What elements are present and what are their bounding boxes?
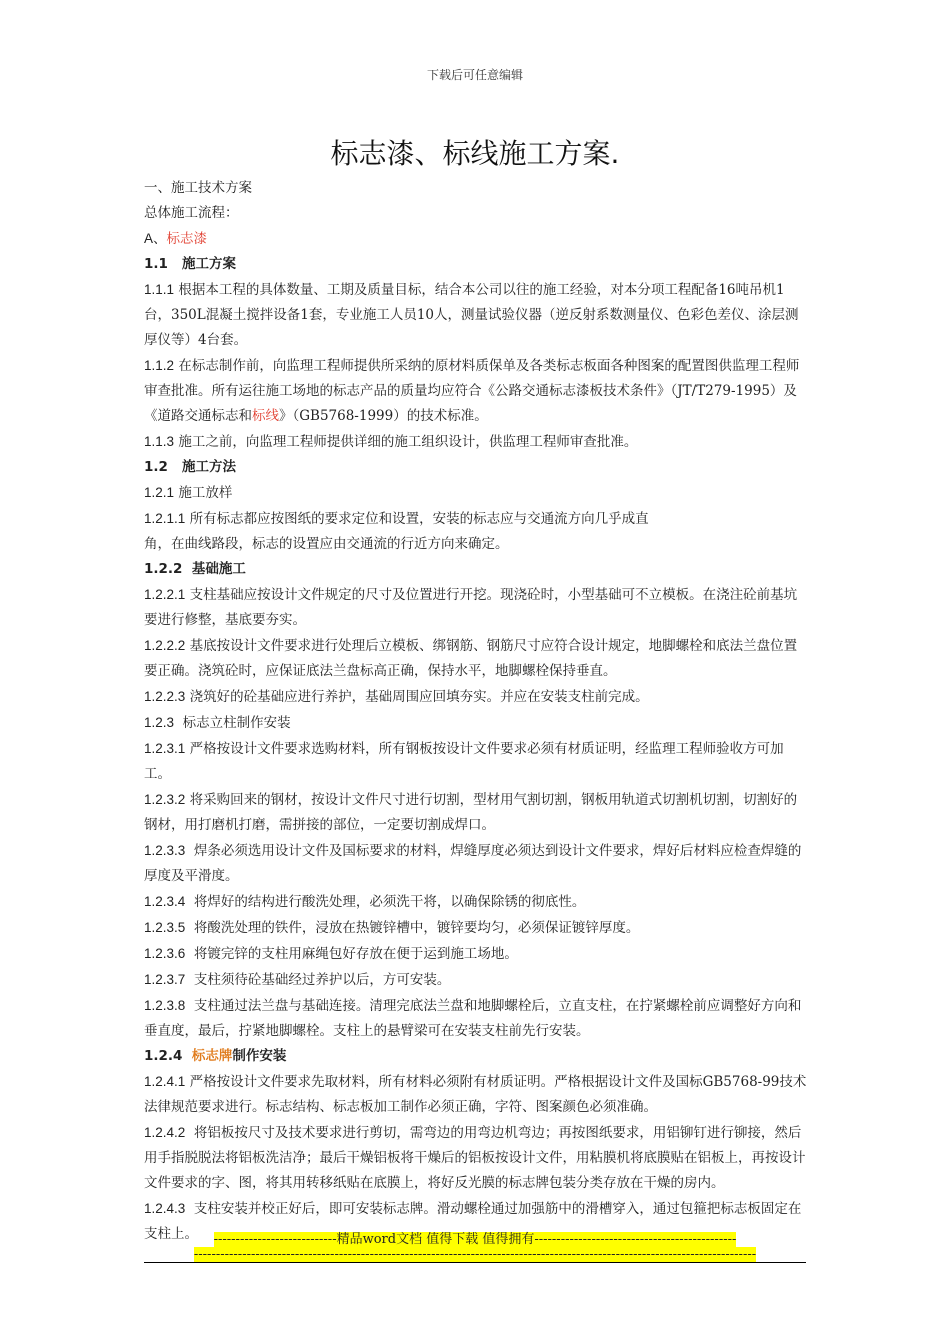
paragraph-text: 将焊好的结构进行酸洗处理，必须洗干将，以确保除锈的彻底性。	[193, 894, 586, 910]
paragraph-number: 1.2.2.1	[144, 587, 186, 602]
paragraph-number: 1.1.1	[144, 282, 175, 297]
heading-1-2-3	[144, 710, 808, 736]
heading-number: 1.2.4	[144, 1048, 183, 1064]
paragraph-number: 1.2.3.7	[144, 972, 186, 987]
paragraph-1-2-3-8	[144, 993, 808, 1044]
paragraph-number: 1.2.1.1	[144, 511, 186, 526]
paragraph-text: 所有标志都应按图纸的要求定位和设置，安装的标志应与交通流方向几乎成直	[189, 511, 649, 527]
heading-text: 施工方法	[182, 459, 237, 475]
paragraph-number: 1.2.3.4	[144, 894, 186, 909]
highlight-text: 标志牌	[191, 1048, 233, 1064]
paragraph-1-1-3	[144, 429, 808, 455]
paragraph-text: 施工之前，向监理工程师提供详细的施工组织设计，供监理工程师审查批准。	[178, 434, 638, 450]
paragraph-text: 将铝板按尺寸及技术要求进行剪切，需弯边的用弯边机弯边；再按图纸要求，用铝铆钉进行铆接，然后用手指脱脱法将铝板洗洁净；最后干燥铝板将干燥后的铝板按设计文件，用粘膜机将底膜贴在铝板上，再按设计文件要求的字、图，将其用转移纸贴在底膜上，将好反光膜的标志牌包装分类存放在干燥的房内。	[144, 1125, 806, 1191]
page-header: 下载后可任意编辑	[426, 68, 523, 82]
paragraph-number: 1.2.3.5	[144, 920, 186, 935]
paragraph-text: 严格按设计文件要求选购材料，所有钢板按设计文件要求必须有材质证明，经监理工程师验收方可加工。	[144, 741, 784, 782]
paragraph-text: 严格按设计文件要求先取材料，所有材料必须附有材质证明。严格根据设计文件及国标GB5768-99技术法律规范要求进行。标志结构、标志板加工制作必须正确，字符、图案颜色必须准确。	[144, 1074, 807, 1115]
flow-heading: 总体施工流程：	[144, 205, 239, 221]
paragraph-1-2-1	[144, 480, 808, 506]
paragraph-number: 1.2.3.6	[144, 946, 186, 961]
paragraph-text: 支柱通过法兰盘与基础连接。清理完底法兰盘和地脚螺栓后，立直支柱，在拧紧螺栓前应调整好方向和垂直度，最后，拧紧地脚螺栓。支柱上的悬臂梁可在安装支柱前先行安装。	[144, 998, 802, 1039]
highlight-text: 标线	[252, 408, 279, 424]
paragraph-1-2-3-4	[144, 889, 808, 915]
paragraph-text: 》（GB5768-1999）的技术标准。	[279, 408, 488, 424]
paragraph-1-2-2-2	[144, 633, 808, 684]
paragraph-1-1-1	[144, 277, 808, 353]
paragraph-1-2-1-1-cont: 角，在曲线路段，标志的设置应由交通流的行近方向来确定。	[144, 536, 509, 552]
paragraph-text: 支柱基础应按设计文件规定的尺寸及位置进行开挖。现浇砼时，小型基础可不立模板。在浇注砼前基坑要进行修整，基底要夯实。	[144, 587, 798, 628]
paragraph-text: 焊条必须选用设计文件及国标要求的材料，焊缝厚度必须达到设计文件要求，焊好后材料应检查焊缝的厚度及平滑度。	[144, 843, 802, 884]
paragraph-text: 支柱安装并校正好后，即可安装标志牌。滑动螺栓通过加强筋中的滑槽穿入，通过包箍把标志板固定在支柱上。	[144, 1201, 802, 1242]
footer-line-1: ----------------------------精品word文档 值得下载 值得拥有----------------------------------------------	[213, 1232, 737, 1247]
heading-number: 1.1	[144, 256, 168, 272]
paragraph-text: 根据本工程的具体数量、工期及质量目标，结合本公司以往的施工经验，对本分项工程配备16吨吊机1台，350L混凝土搅拌设备1套，专业施工人员10人，测量试验仪器（逆反射系数测量仪、色彩色差仪、涂层测厚仪等）4台套。	[144, 282, 799, 348]
paragraph-text: 将酸洗处理的铁件，浸放在热镀锌槽中，镀锌要均匀，必须保证镀锌厚度。	[193, 920, 640, 936]
page-footer	[0, 1228, 950, 1262]
paragraph-number: 1.2.2.3	[144, 689, 186, 704]
paragraph-number: 1.2.4.3	[144, 1201, 186, 1216]
heading-1-1	[144, 252, 808, 277]
paragraph-number: 1.2.1	[144, 485, 175, 500]
paragraph-number: 1.2.4.2	[144, 1125, 186, 1140]
paragraph-1-2-3-2	[144, 787, 808, 838]
heading-number: 1.2.3	[144, 715, 175, 730]
heading-text: 基础施工	[191, 561, 246, 577]
paragraph-text: 浇筑好的砼基础应进行养护，基础周围应回填夯实。并应在安装支柱前完成。	[189, 689, 649, 705]
paragraph-text: 基底按设计文件要求进行处理后立模板、绑钢筋、钢筋尺寸应符合设计规定，地脚螺栓和底法兰盘位置要正确。浇筑砼时，应保证底法兰盘标高正确，保持水平，地脚螺栓保持垂直。	[144, 638, 798, 679]
heading-text: 施工方案	[182, 256, 237, 272]
paragraph-1-2-3-1	[144, 736, 808, 787]
paragraph-number: 1.2.3.1	[144, 741, 186, 756]
heading-number: 1.2.2	[144, 561, 183, 577]
heading-1-2-4	[144, 1044, 808, 1069]
paragraph-1-2-3-5	[144, 915, 808, 941]
paragraph-1-2-3-3	[144, 838, 808, 889]
a-prefix: A、	[144, 231, 167, 246]
paragraph-1-2-1-1	[144, 506, 808, 532]
heading-text: 制作安装	[232, 1048, 287, 1064]
subsection-a	[144, 226, 808, 252]
paragraph-1-2-2-1	[144, 582, 808, 633]
section-heading: 一、施工技术方案	[144, 180, 252, 196]
paragraph-text: 施工放样	[178, 485, 233, 501]
paragraph-1-2-3-7	[144, 967, 808, 993]
heading-number: 1.2	[144, 459, 168, 475]
paragraph-number: 1.1.2	[144, 358, 175, 373]
paragraph-number: 1.1.3	[144, 434, 175, 449]
paragraph-text: 在标志制作前，向监理工程师提供所采纳的原材料质保单及各类标志板面各种图案的配置图供监理工程师审查批准。所有运往施工场地的标志产品的质量均应符合《公路交通标志漆板技术条件》（JT/T279-1995）及《道路交通标志和	[144, 358, 800, 424]
heading-1-2	[144, 455, 808, 480]
paragraph-1-2-4-2	[144, 1120, 808, 1196]
paragraph-1-2-2-3	[144, 684, 808, 710]
paragraph-text: 将镀完锌的支柱用麻绳包好存放在便于运到施工场地。	[193, 946, 518, 962]
paragraph-number: 1.2.4.1	[144, 1074, 186, 1089]
heading-text: 标志立柱制作安装	[182, 715, 291, 731]
paragraph-text: 支柱须待砼基础经过养护以后，方可安装。	[193, 972, 451, 988]
document-title: 标志漆、标线施工方案.	[330, 137, 620, 170]
paragraph-number: 1.2.2.2	[144, 638, 186, 653]
document-body	[144, 176, 808, 1247]
footer-line-2: --------------------------------------------------------------------------------------------------------------------------------	[193, 1247, 757, 1262]
heading-1-2-2	[144, 557, 808, 582]
paragraph-text: 将采购回来的钢材，按设计文件尺寸进行切割，型材用气割切割，钢板用轨道式切割机切割，切割好的钢材，用打磨机打磨，需拼接的部位，一定要切割成焊口。	[144, 792, 798, 833]
paragraph-number: 1.2.3.3	[144, 843, 186, 858]
paragraph-number: 1.2.3.8	[144, 998, 186, 1013]
footer-rule	[144, 1262, 806, 1263]
paragraph-number: 1.2.3.2	[144, 792, 186, 807]
paragraph-1-2-4-1	[144, 1069, 808, 1120]
paragraph-1-2-3-6	[144, 941, 808, 967]
paragraph-1-1-2	[144, 353, 808, 429]
a-label: 标志漆	[166, 231, 208, 247]
